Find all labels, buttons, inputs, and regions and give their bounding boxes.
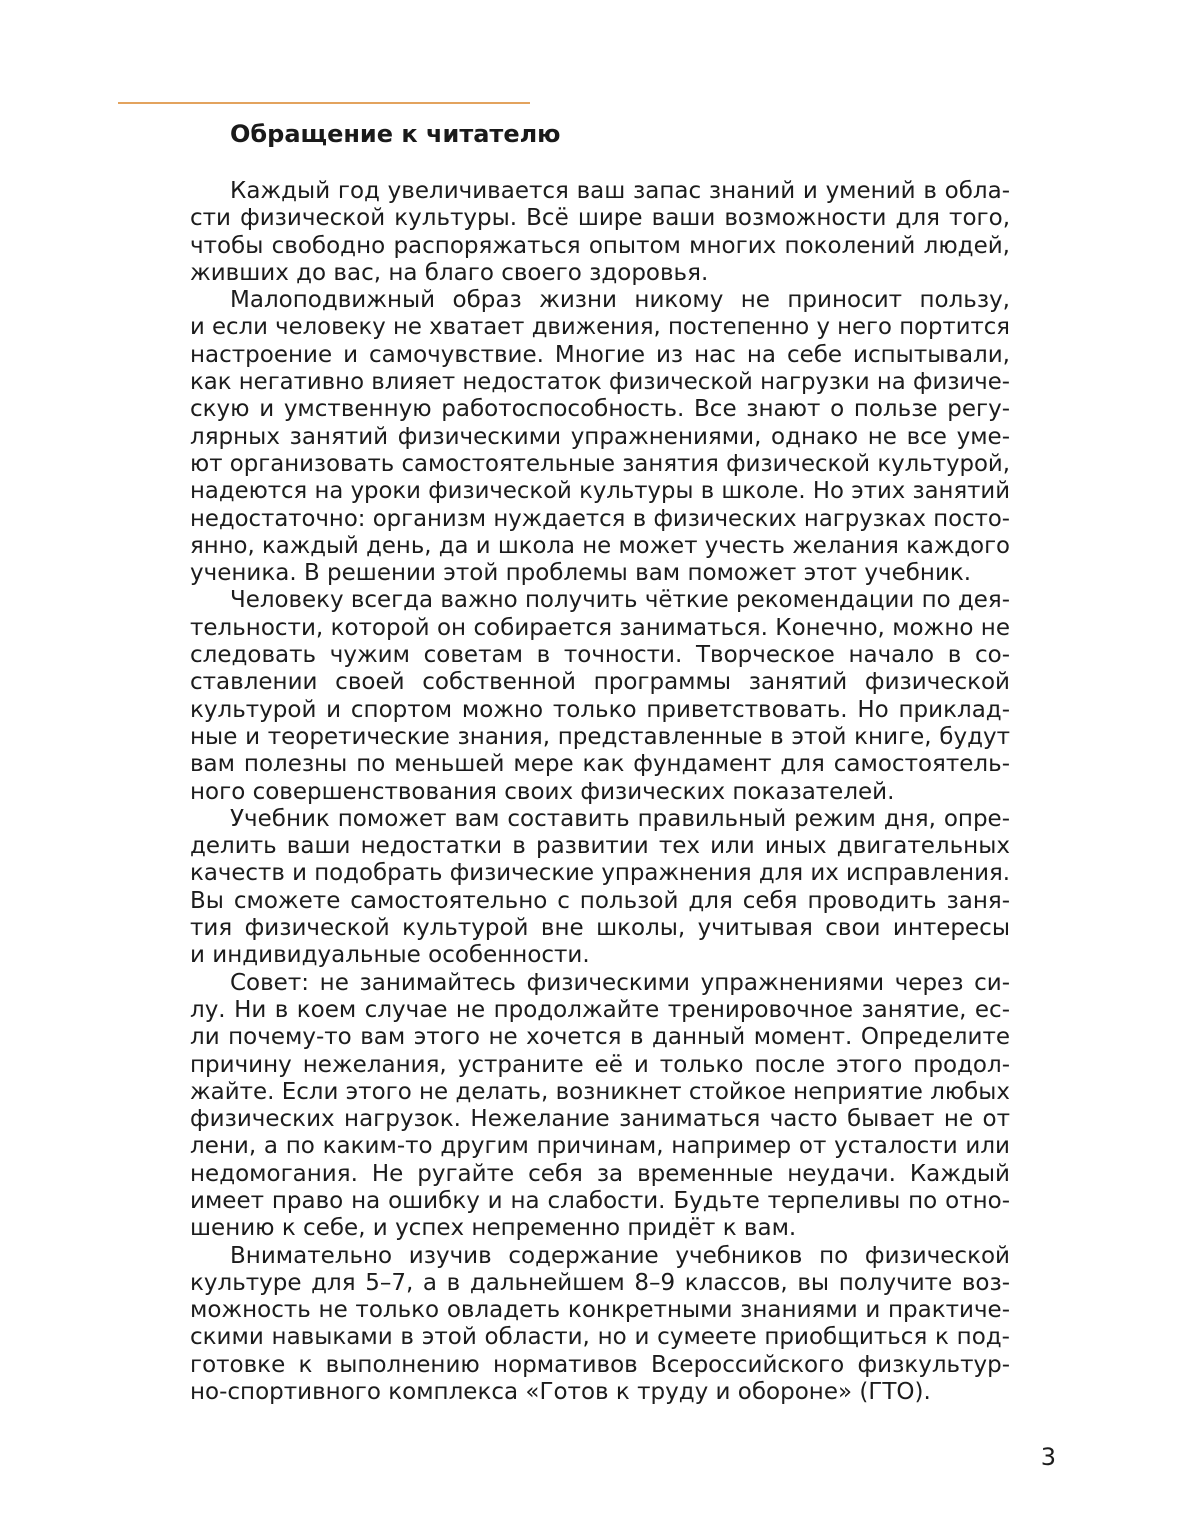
- text-line: культурой и спортом можно только приветствовать. Но приклад-: [190, 696, 1010, 723]
- text-line: живших до вас, на благо своего здоровья.: [190, 259, 709, 286]
- paragraph: [190, 178, 1010, 287]
- paragraph: [190, 587, 1010, 805]
- text-line: и если человеку не хватает движения, постепенно у него портится: [190, 314, 1010, 341]
- text-line: надеются на уроки физической культуры в школе. Но этих занятий: [190, 478, 1010, 505]
- text-line: ли почему-то вам этого не хочется в данный момент. Определите: [190, 1024, 1010, 1051]
- text-line: настроение и самочувствие. Многие из нас на себе испытывали,: [190, 341, 1010, 368]
- text-line: тия физической культурой вне школы, учитывая свои интересы: [190, 915, 1010, 942]
- text-line: культуре для 5–7, а в дальнейшем 8–9 классов, вы получите воз-: [190, 1269, 1010, 1296]
- text-line: скую и умственную работоспособность. Все знают о пользе регу-: [190, 396, 1010, 423]
- text-line: ученика. В решении этой проблемы вам поможет этот учебник.: [190, 560, 972, 587]
- paragraph: [190, 1243, 1010, 1407]
- body-text: [190, 178, 1010, 1406]
- text-line: как негативно влияет недостаток физической нагрузки на физиче-: [190, 369, 1010, 396]
- text-line: Каждый год увеличивается ваш запас знаний и умений в обла-: [230, 178, 1010, 204]
- page-title: Обращение к читателю: [230, 120, 561, 148]
- text-line: недостаточно: организм нуждается в физических нагрузках посто-: [190, 505, 1010, 532]
- text-line: но-спортивного комплекса «Готов к труду и обороне» (ГТО).: [190, 1379, 931, 1406]
- text-line: делить ваши недостатки в развитии тех или иных двигательных: [190, 833, 1010, 860]
- text-line: физических нагрузок. Нежелание заниматься часто бывает не от: [190, 1106, 1010, 1133]
- text-line: чтобы свободно распоряжаться опытом многих поколений людей,: [190, 232, 1010, 259]
- text-line: следовать чужим советам в точности. Творческое начало в со-: [190, 642, 1010, 669]
- page-number: 3: [1040, 1443, 1056, 1471]
- text-line: Совет: не занимайтесь физическими упражнениями через си-: [230, 969, 1010, 996]
- text-line: недомогания. Не ругайте себя за временные неудачи. Каждый: [190, 1160, 1010, 1187]
- text-line: готовке к выполнению нормативов Всероссийского физкультур-: [190, 1351, 1010, 1378]
- text-line: лу. Ни в коем случае не продолжайте тренировочное занятие, ес-: [190, 996, 1010, 1023]
- text-line: ют организовать самостоятельные занятия физической культурой,: [190, 450, 1010, 477]
- text-line: причину нежелания, устраните её и только после этого продол-: [190, 1051, 1010, 1078]
- text-line: вам полезны по меньшей мере как фундамент для самостоятель-: [190, 751, 1010, 778]
- text-line: имеет право на ошибку и на слабости. Будьте терпеливы по отно-: [190, 1187, 1010, 1214]
- header-rule: [118, 102, 530, 104]
- text-line: лярных занятий физическими упражнениями, однако не все уме-: [190, 423, 1010, 450]
- text-line: ные и теоретические знания, представленные в этой книге, будут: [190, 723, 1010, 750]
- text-line: Малоподвижный образ жизни никому не приносит пользу,: [230, 287, 1010, 314]
- text-line: ного совершенствования своих физических показателей.: [190, 778, 895, 805]
- text-line: и индивидуальные особенности.: [190, 942, 590, 969]
- text-line: Внимательно изучив содержание учебников по физической: [230, 1242, 1010, 1269]
- text-line: Вы сможете самостоятельно с пользой для себя проводить заня-: [190, 887, 1010, 914]
- text-line: тельности, которой он собирается заниматься. Конечно, можно не: [190, 614, 1010, 641]
- text-line: лени, а по каким-то другим причинам, например от усталости или: [190, 1133, 1010, 1160]
- paragraph: [190, 806, 1010, 970]
- text-line: янно, каждый день, да и школа не может учесть желания каждого: [190, 532, 1010, 559]
- text-line: Человеку всегда важно получить чёткие рекомендации по дея-: [230, 587, 1010, 614]
- text-line: Учебник поможет вам составить правильный режим дня, опре-: [230, 805, 1010, 832]
- text-line: ставлении своей собственной программы занятий физической: [190, 669, 1010, 696]
- text-line: качеств и подобрать физические упражнения для их исправления.: [190, 860, 1010, 887]
- paragraph: [190, 287, 1010, 587]
- text-line: скими навыками в этой области, но и сумеете приобщиться к под-: [190, 1324, 1010, 1351]
- text-line: сти физической культуры. Всё шире ваши возможности для того,: [190, 205, 1010, 232]
- paragraph: [190, 970, 1010, 1243]
- text-line: жайте. Если этого не делать, возникнет стойкое неприятие любых: [190, 1078, 1010, 1105]
- text-line: можность не только овладеть конкретными знаниями и практиче-: [190, 1297, 1010, 1324]
- text-line: шению к себе, и успех непременно придёт к вам.: [190, 1215, 797, 1242]
